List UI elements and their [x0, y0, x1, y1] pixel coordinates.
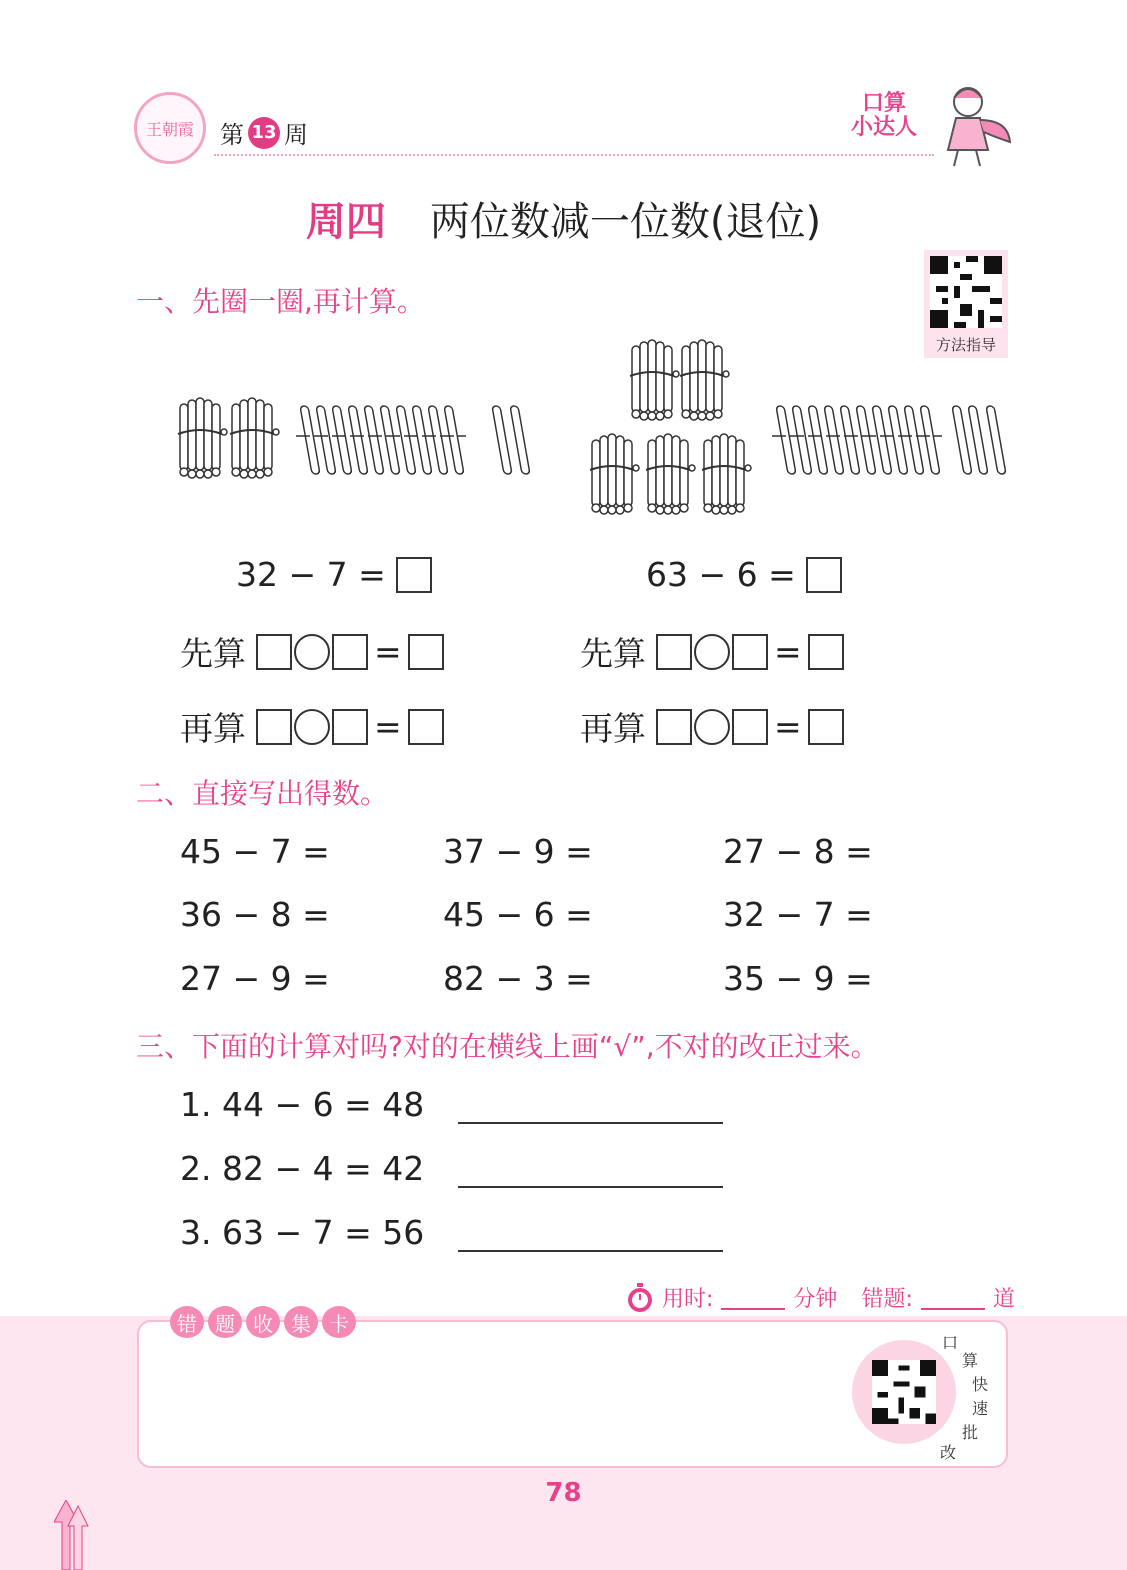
qr-side-char: 批 — [962, 1423, 979, 1442]
operand-box[interactable] — [256, 709, 292, 745]
qr-code-icon — [930, 256, 1002, 328]
operand-box[interactable] — [656, 634, 692, 670]
operator-circle[interactable] — [294, 634, 330, 670]
week-number-badge: 13 — [248, 117, 280, 149]
exercise-item: 32 − 7 = — [723, 895, 873, 934]
step1-left: 先算 = — [180, 628, 444, 675]
qr-side-char: 口 — [942, 1333, 959, 1352]
answer-line[interactable] — [458, 1152, 723, 1188]
answer-line[interactable] — [458, 1088, 723, 1124]
header-divider — [214, 154, 934, 156]
operand-box[interactable] — [332, 634, 368, 670]
section1-heading: 一、先圈一圈,再计算。 — [136, 285, 425, 318]
qr-side-char: 速 — [972, 1399, 989, 1418]
time-blank[interactable] — [721, 1286, 785, 1310]
mascot-illustration — [930, 80, 1016, 170]
result-box[interactable] — [808, 709, 844, 745]
correction-item: 1. 44 − 6 = 48 — [180, 1085, 723, 1124]
exercise-item: 82 − 3 = — [443, 959, 593, 998]
correction-item: 3. 63 − 7 = 56 — [180, 1213, 723, 1252]
page-number: 78 — [545, 1478, 582, 1508]
operator-circle[interactable] — [294, 709, 330, 745]
counting-sticks-illustration — [170, 336, 1020, 526]
qr-caption: 方法指导 — [935, 336, 996, 354]
exercise-item: 27 − 8 = — [723, 832, 873, 871]
correction-item: 2. 82 − 4 = 42 — [180, 1149, 723, 1188]
step2-right: 再算 = — [580, 703, 844, 750]
result-box[interactable] — [408, 634, 444, 670]
operator-circle[interactable] — [694, 709, 730, 745]
card-tag: 错 题 收 集 卡 — [160, 1306, 366, 1338]
arrow-decoration-icon — [54, 1500, 94, 1570]
problem-right: 63 − 6 = — [646, 555, 842, 594]
section2-heading: 二、直接写出得数。 — [136, 777, 389, 810]
operand-box[interactable] — [656, 709, 692, 745]
operand-box[interactable] — [732, 634, 768, 670]
answer-line[interactable] — [458, 1216, 723, 1252]
step1-right: 先算 = — [580, 628, 844, 675]
section3-heading: 三、下面的计算对吗?对的在横线上画“√”,不对的改正过来。 — [136, 1030, 879, 1063]
exercise-item: 36 − 8 = — [180, 895, 330, 934]
time-record: 用时: 分钟 错题: 道 — [626, 1282, 1015, 1313]
week-label: 第 13 周 — [220, 115, 308, 150]
logo-seal: 王朝霞 — [134, 92, 206, 164]
answer-box[interactable] — [806, 557, 842, 593]
step2-left: 再算 = — [180, 703, 444, 750]
title-topic: 两位数减一位数(退位) — [429, 199, 822, 245]
problem-left: 32 − 7 = — [236, 555, 432, 594]
quick-check-qr[interactable] — [852, 1340, 956, 1444]
exercise-item: 45 − 7 = — [180, 832, 330, 871]
qr-side-char: 改 — [940, 1443, 957, 1462]
exercise-item: 45 − 6 = — [443, 895, 593, 934]
exercise-item: 35 − 9 = — [723, 959, 873, 998]
errors-blank[interactable] — [921, 1286, 985, 1310]
result-box[interactable] — [408, 709, 444, 745]
operand-box[interactable] — [256, 634, 292, 670]
operand-box[interactable] — [732, 709, 768, 745]
stopwatch-icon — [626, 1283, 654, 1313]
exercise-item: 37 − 9 = — [443, 832, 593, 871]
operand-box[interactable] — [332, 709, 368, 745]
operator-circle[interactable] — [694, 634, 730, 670]
exercise-item: 27 − 9 = — [180, 959, 330, 998]
page-title — [0, 190, 1127, 247]
title-day: 周四 — [305, 199, 386, 245]
qr-side-char: 快 — [972, 1375, 989, 1394]
qr-code-icon — [872, 1360, 936, 1424]
result-box[interactable] — [808, 634, 844, 670]
qr-side-char: 算 — [962, 1351, 979, 1370]
brand-logo: 口算 小达人 — [850, 91, 917, 140]
answer-box[interactable] — [396, 557, 432, 593]
